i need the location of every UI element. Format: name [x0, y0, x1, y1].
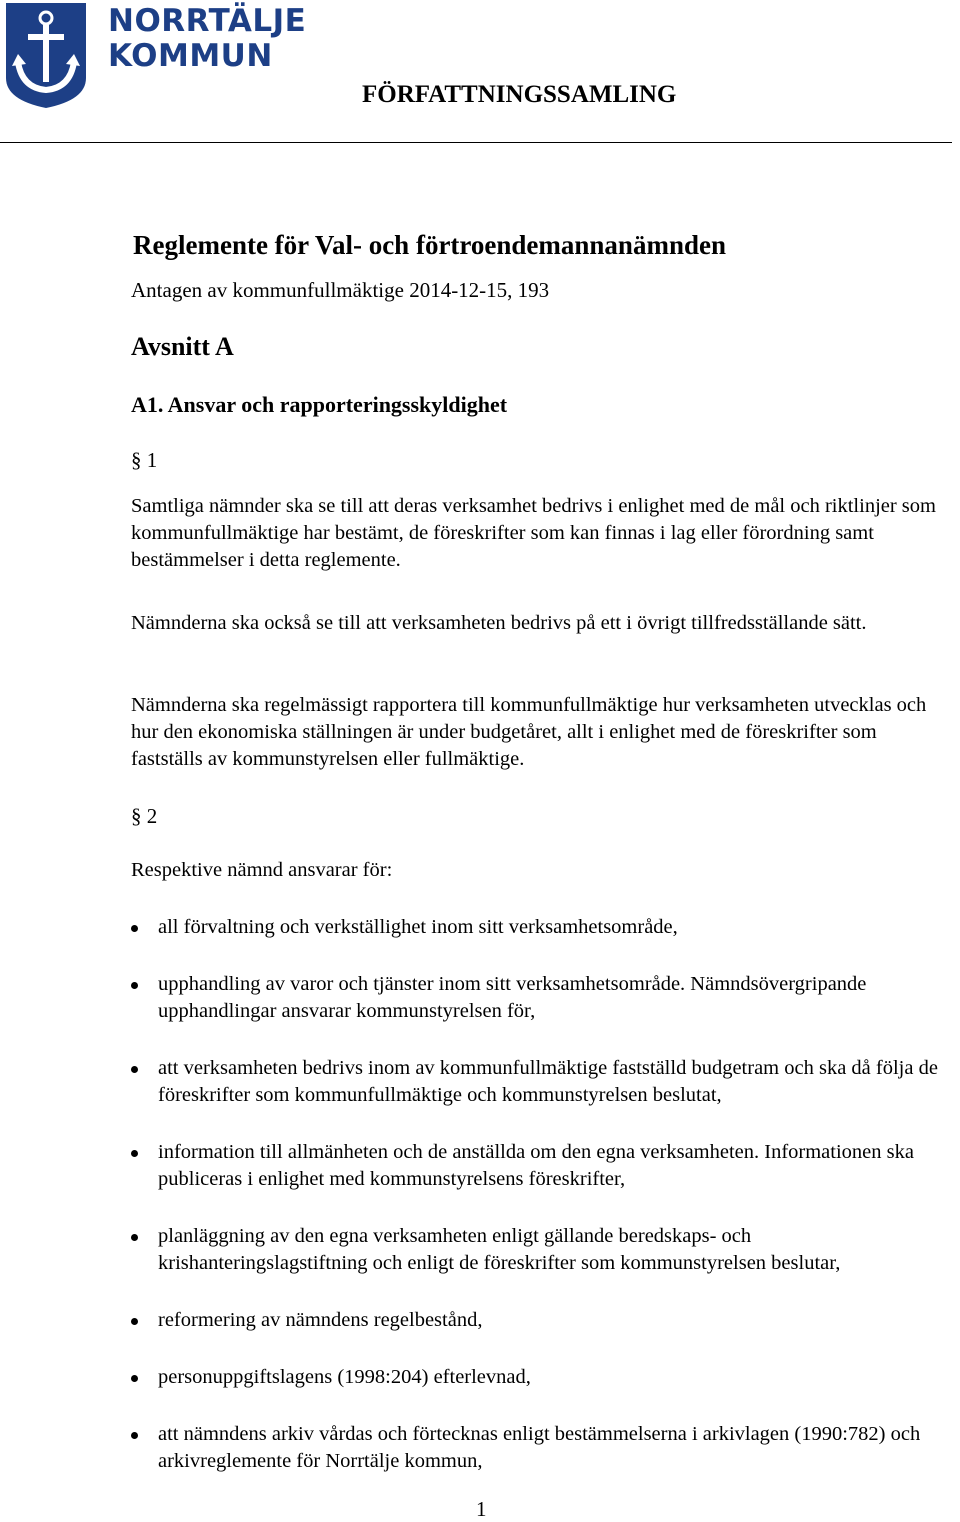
paragraph: Nämnderna ska regelmässigt rapportera till kommunfullmäktige hur verksamheten utvecklas och hur den ekonomiska ställningen är under budgetåret, allt i enlighet med de föreskrifter som fastställs av kommunstyrelsen eller fullmäktige.: [131, 694, 927, 770]
logo-text-line2: KOMMUN: [108, 38, 273, 74]
bullet-icon: [131, 1234, 138, 1241]
list-item-text: upphandling av varor och tjänster inom sitt verksamhetsområde. Nämndsövergripande upphandlingar ansvarar kommunstyrelsen för,: [158, 973, 867, 1022]
list-item-text: att nämndens arkiv vårdas och förtecknas enligt bestämmelserna i arkivlagen (1990:782) och arkivreglemente för Norrtälje kommun,: [158, 1423, 921, 1472]
page-number: 1: [476, 1497, 487, 1521]
section-1-marker: § 1: [131, 448, 158, 472]
list-item-text: att verksamheten bedrivs inom av kommunfullmäktige fastställd budgetram och ska då följa de föreskrifter som kommunfullmäktige och kommunstyrelsen beslutat,: [158, 1057, 938, 1106]
list-item-text: reformering av nämndens regelbestånd,: [158, 1309, 483, 1331]
adoption-text: Antagen av kommunfullmäktige 2014-12-15, 193: [131, 278, 550, 302]
section-heading: Avsnitt A: [131, 332, 234, 361]
section-2-intro: Respektive nämnd ansvarar för:: [131, 859, 393, 881]
paragraph: Samtliga nämnder ska se till att deras verksamhet bedrivs i enlighet med de mål och riktlinjer som kommunfullmäktige har bestämt, de föreskrifter som kan finnas i lag eller förordning samt bestämmelser i detta reglemente.: [131, 495, 936, 571]
bullet-icon: [131, 1432, 138, 1439]
bullet-icon: [131, 1375, 138, 1382]
list-item-text: information till allmänheten och de anställda om den egna verksamheten. Informationen ska publiceras i enlighet med kommunstyrelsens föreskrifter,: [158, 1141, 914, 1190]
subsection-heading: A1. Ansvar och rapporteringsskyldighet: [131, 392, 508, 417]
section-2-label: 2: [146, 804, 158, 828]
bullet-icon: [131, 925, 138, 932]
municipality-logo: [2, 0, 90, 110]
list-item-text: personuppgiftslagens (1998:204) efterlevnad,: [158, 1366, 531, 1388]
document-title: Reglemente för Val- och förtroendemannanämnden: [133, 230, 726, 260]
section-1-label: 1: [146, 448, 158, 472]
adoption-note: [131, 277, 549, 303]
logo-wordmark: [108, 4, 306, 74]
logo-text-line1: NORRTÄLJE: [108, 3, 307, 39]
anchor-shield-icon: [2, 0, 90, 110]
bullet-icon: [131, 1066, 138, 1073]
list-item-text: all förvaltning och verkställighet inom sitt verksamhetsområde,: [158, 916, 678, 938]
bullet-icon: [131, 1318, 138, 1325]
paragraph: Nämnderna ska också se till att verksamheten bedrivs på ett i övrigt tillfredsställande sätt.: [131, 612, 867, 634]
bullet-icon: [131, 982, 138, 989]
series-title: FÖRFATTNINGSSAMLING: [362, 81, 677, 108]
list-item-text: planläggning av den egna verksamheten enligt gällande beredskaps- och krishanteringslagstiftning och enligt de föreskrifter som kommunstyrelsen beslutar,: [158, 1225, 841, 1274]
bullet-icon: [131, 1150, 138, 1157]
section-2-marker: § 2: [131, 804, 158, 828]
header-divider: [0, 142, 952, 143]
